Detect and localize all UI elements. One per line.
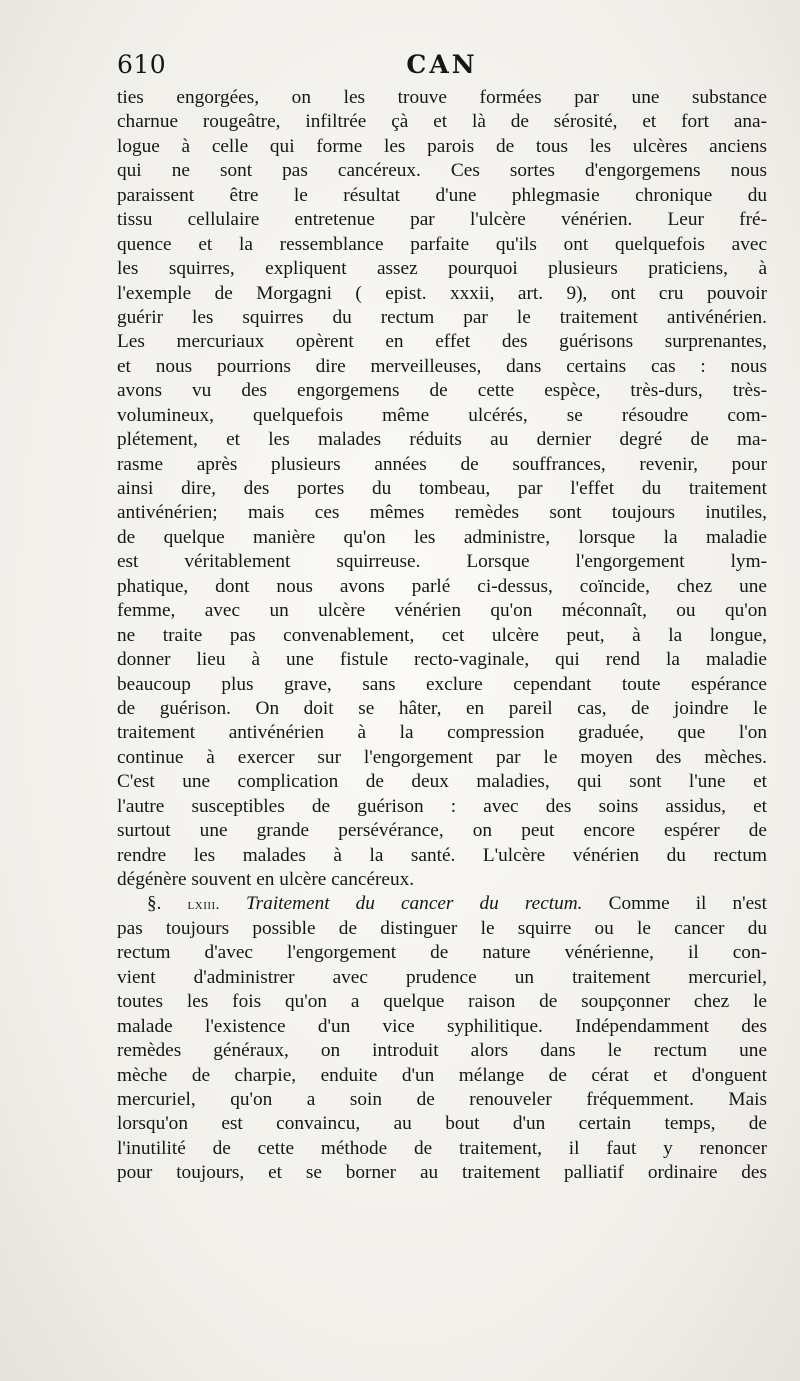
text-line: lorsqu'on est convaincu, au bout d'un certain temps, de [117,1113,767,1135]
text-line: vient d'administrer avec prudence un traitement mercuriel, [117,966,767,988]
text-line: paraissent être le résultat d'une phlegmasie chronique du [117,184,767,206]
section-mark: §. [147,893,188,915]
text-line: ainsi dire, des portes du tombeau, par l'effet du traitement [117,478,767,499]
section-heading: Traitement du cancer du rectum. [246,893,583,915]
show-through-bleed [120,1190,770,1280]
text-line: rasme après plusieurs années de souffrances, revenir, pour [117,453,767,475]
section-lead-text: Comme il n'est [608,893,768,915]
text-line: Les mercuriaux opèrent en effet des guérisons surprenantes, [117,331,767,353]
text-line: charnue rougeâtre, infiltrée çà et là de sérosité, et fort ana- [117,111,767,133]
text-line: remèdes généraux, on introduit alors dans le rectum une [117,1040,767,1062]
text-line: quence et la ressemblance parfaite qu'ils ont quelquefois avec [117,233,767,255]
text-line: beaucoup plus grave, sans exclure cependant toute espérance [117,673,767,695]
text-line: traitement antivénérien à la compression graduée, que l'on [117,722,767,744]
text-line: malade l'existence d'un vice syphilitique. Indépendamment des [117,1015,767,1037]
text-line: pour toujours, et se borner au traitement palliatif ordinaire des [117,1162,767,1184]
section-number: lxiii. [187,897,220,914]
running-head [117,50,767,88]
text-line: l'exemple de Morgagni ( epist. xxxii, art. 9), ont cru pouvoir [117,282,767,304]
text-line: continue à exercer sur l'engorgement par le moyen des mèches. [117,746,767,768]
paragraph-cancer-treatment [117,917,767,1186]
page-number: 610 [117,50,167,79]
text-line: pas toujours possible de distinguer le squirre ou le cancer du [117,917,767,939]
text-line: femme, avec un ulcère vénérien qu'on méconnaît, ou qu'on [117,600,767,622]
text-line: est véritablement squirreuse. Lorsque l'engorgement lym- [117,551,767,573]
text-line: C'est une complication de deux maladies, qui sont l'une et [117,771,767,793]
text-line: avons vu des engorgemens de cette espèce, très-durs, très- [117,380,767,402]
text-line: surtout une grande persévérance, on peut encore espérer de [117,820,767,842]
running-title: CAN [406,50,478,79]
body-text [117,86,767,1186]
text-line: dégénère souvent en ulcère cancéreux. [117,869,415,890]
text-line: qui ne sont pas cancéreux. Ces sortes d'engorgemens nous [117,160,767,182]
text-line: tissu cellulaire entretenue par l'ulcère vénérien. Leur fré- [117,209,767,231]
text-line: de guérison. On doit se hâter, en pareil cas, de joindre le [117,697,767,719]
text-line: donner lieu à une fistule recto-vaginale, qui rend la maladie [117,649,767,671]
text-line: l'autre susceptibles de guérison : avec des soins assidus, et [117,795,767,817]
text-line: logue à celle qui forme les parois de tous les ulcères anciens [117,135,767,157]
text-line: rectum d'avec l'engorgement de nature vénérienne, il con- [117,942,767,964]
text-line: plétement, et les malades réduits au dernier degré de ma- [117,429,767,451]
text-line: antivénérien; mais ces mêmes remèdes sont toujours inutiles, [117,502,767,524]
text-line: l'inutilité de cette méthode de traitement, il faut y renoncer [117,1137,767,1159]
text-line: mèche de charpie, enduite d'un mélange de cérat et d'onguent [117,1064,767,1086]
text-line: ties engorgées, on les trouve formées par une substance [117,87,767,108]
text-line: mercuriel, qu'on a soin de renouveler fréquemment. Mais [117,1088,767,1110]
text-line: guérir les squirres du rectum par le traitement antivénérien. [117,306,767,328]
text-line: toutes les fois qu'on a quelque raison de soupçonner chez le [117,991,767,1013]
text-line: phatique, dont nous avons parlé ci-dessus, coïncide, chez une [117,575,767,597]
paragraph-venereal-ulcer [117,86,767,892]
text-line: ne traite pas convenablement, cet ulcère peut, à la longue, [117,624,767,646]
text-line: rendre les malades à la santé. L'ulcère vénérien du rectum [117,844,767,866]
section-heading-line [117,892,767,916]
text-line: et nous pourrions dire merveilleuses, dans certains cas : nous [117,355,767,377]
text-line: de quelque manière qu'on les administre, lorsque la maladie [117,526,767,548]
text-line: les squirres, expliquent assez pourquoi plusieurs praticiens, à [117,258,767,280]
text-line: volumineux, quelquefois même ulcérés, se résoudre com- [117,404,767,426]
